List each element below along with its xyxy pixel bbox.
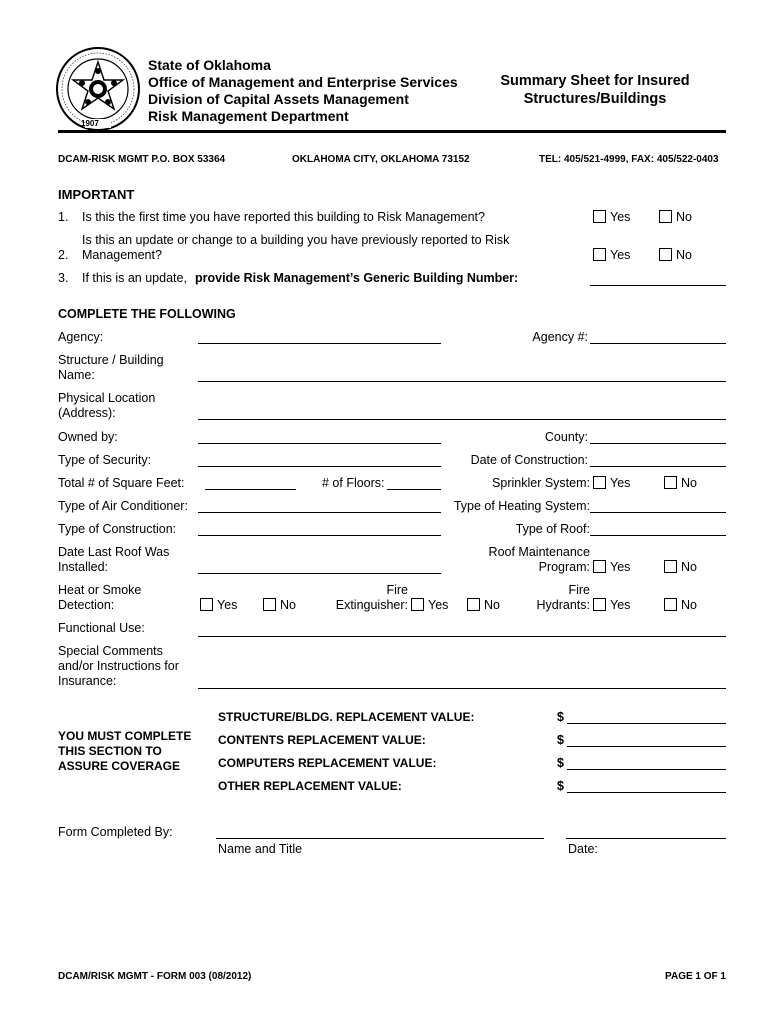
q2-number: 2. (58, 248, 69, 262)
other-value-label: OTHER REPLACEMENT VALUE: (218, 779, 402, 793)
floors-field[interactable] (387, 489, 441, 490)
name-title-field[interactable] (216, 838, 544, 839)
heat-detection-yes-checkbox[interactable] (200, 598, 213, 611)
other-value-field[interactable] (567, 792, 726, 793)
construction-label: Type of Construction: (58, 522, 177, 536)
q3-bold-text: provide Risk Management’s Generic Building Number: (195, 271, 519, 285)
q3-number: 3. (58, 271, 69, 285)
sprinkler-no-checkbox[interactable] (664, 476, 677, 489)
contact-box: DCAM-RISK MGMT P.O. BOX 53364 (58, 154, 226, 165)
heating-label: Type of Heating System: (453, 499, 590, 513)
floors-label: # of Floors: (322, 476, 385, 490)
fire-extinguisher-yes-label: Yes (428, 598, 449, 612)
generic-building-number-field[interactable] (590, 285, 726, 286)
contact-city: OKLAHOMA CITY, OKLAHOMA 73152 (292, 154, 470, 165)
q1-number: 1. (58, 210, 69, 224)
square-feet-label: Total # of Square Feet: (58, 476, 185, 490)
heat-detection-label-1: Heat or Smoke (58, 583, 142, 597)
special-comments-label-1: Special Comments (58, 644, 163, 658)
security-field[interactable] (198, 466, 441, 467)
security-label: Type of Security: (58, 453, 152, 467)
construction-field[interactable] (198, 535, 441, 536)
q2-text-line-2: Management? (82, 248, 162, 262)
roof-date-label-2: Installed: (58, 560, 109, 574)
special-comments-label-2: and/or Instructions for (58, 659, 179, 673)
roof-maintenance-no-checkbox[interactable] (664, 560, 677, 573)
org-line-1: State of Oklahoma (148, 57, 271, 73)
form-title-line-2: Structures/Buildings (523, 91, 667, 107)
q2-yes-checkbox[interactable] (593, 248, 606, 261)
fire-extinguisher-no-checkbox[interactable] (467, 598, 480, 611)
fire-extinguisher-no-label: No (484, 598, 500, 612)
form-title-line-1: Summary Sheet for Insured (500, 73, 690, 89)
date-construction-field[interactable] (590, 466, 726, 467)
heat-detection-no-checkbox[interactable] (263, 598, 276, 611)
must-complete-line-2: THIS SECTION TO (58, 744, 162, 758)
special-comments-label-3: Insurance: (58, 674, 117, 688)
sprinkler-yes-checkbox[interactable] (593, 476, 606, 489)
org-line-2: Office of Management and Enterprise Services (148, 74, 458, 90)
computers-value-label: COMPUTERS REPLACEMENT VALUE: (218, 756, 437, 770)
roof-date-field[interactable] (198, 573, 441, 574)
page-number: PAGE 1 OF 1 (665, 971, 726, 982)
physical-location-field[interactable] (198, 419, 726, 420)
fire-extinguisher-yes-checkbox[interactable] (411, 598, 424, 611)
date-construction-label: Date of Construction: (470, 453, 588, 467)
q1-no-checkbox[interactable] (659, 210, 672, 223)
structure-value-currency: $ (557, 710, 564, 724)
structure-value-label: STRUCTURE/BLDG. REPLACEMENT VALUE: (218, 710, 475, 724)
special-comments-field[interactable] (198, 688, 726, 689)
q1-text: Is this the first time you have reported this building to Risk Management? (82, 210, 485, 224)
computers-value-field[interactable] (567, 769, 726, 770)
other-value-currency: $ (557, 779, 564, 793)
contents-value-currency: $ (557, 733, 564, 747)
fire-hydrants-yes-label: Yes (610, 598, 631, 612)
q2-yes-label: Yes (610, 248, 631, 262)
fire-hydrants-no-checkbox[interactable] (664, 598, 677, 611)
q1-yes-label: Yes (610, 210, 631, 224)
roof-date-label-1: Date Last Roof Was (58, 545, 170, 559)
heat-detection-no-label: No (280, 598, 296, 612)
structure-label-1: Structure / Building (58, 353, 164, 367)
air-conditioner-field[interactable] (198, 512, 441, 513)
fire-hydrants-yes-checkbox[interactable] (593, 598, 606, 611)
sprinkler-no-label: No (681, 476, 697, 490)
agency-number-label: Agency #: (532, 330, 588, 344)
heat-detection-label-2: Detection: (58, 598, 115, 612)
computers-value-currency: $ (557, 756, 564, 770)
org-line-3: Division of Capital Assets Management (148, 91, 409, 107)
complete-heading: COMPLETE THE FOLLOWING (58, 307, 236, 321)
q2-no-checkbox[interactable] (659, 248, 672, 261)
roof-type-field[interactable] (590, 535, 726, 536)
square-feet-field[interactable] (205, 489, 296, 490)
fire-extinguisher-label-1: Fire (386, 583, 408, 597)
owned-by-label: Owned by: (58, 430, 118, 444)
fire-hydrants-label-1: Fire (568, 583, 590, 597)
org-line-4: Risk Management Department (148, 108, 349, 124)
roof-maintenance-yes-label: Yes (610, 560, 631, 574)
seal-year: 1907 (81, 119, 99, 128)
contact-phone: TEL: 405/521-4999, FAX: 405/522-0403 (539, 154, 719, 165)
date-caption: Date: (568, 842, 598, 856)
fire-hydrants-label-2: Hydrants: (536, 598, 590, 612)
must-complete-line-1: YOU MUST COMPLETE (58, 729, 192, 743)
header-divider (58, 130, 726, 133)
roof-maintenance-yes-checkbox[interactable] (593, 560, 606, 573)
q1-no-label: No (676, 210, 692, 224)
form-id: DCAM/RISK MGMT - FORM 003 (08/2012) (58, 971, 252, 982)
functional-use-label: Functional Use: (58, 621, 145, 635)
agency-label: Agency: (58, 330, 104, 344)
roof-maintenance-label-1: Roof Maintenance (488, 545, 590, 559)
fire-hydrants-no-label: No (681, 598, 697, 612)
roof-type-label: Type of Roof: (515, 522, 590, 536)
contents-value-field[interactable] (567, 746, 726, 747)
heat-detection-yes-label: Yes (217, 598, 238, 612)
sprinkler-yes-label: Yes (610, 476, 631, 490)
q1-yes-checkbox[interactable] (593, 210, 606, 223)
structure-value-field[interactable] (567, 723, 726, 724)
date-field[interactable] (566, 838, 726, 839)
agency-number-field[interactable] (590, 343, 726, 344)
contents-value-label: CONTENTS REPLACEMENT VALUE: (218, 733, 426, 747)
sprinkler-label: Sprinkler System: (492, 476, 590, 490)
fire-extinguisher-label-2: Extinguisher: (335, 598, 408, 612)
name-title-caption: Name and Title (218, 842, 303, 856)
roof-maintenance-no-label: No (681, 560, 697, 574)
q3-prefix: If this is an update, (82, 271, 187, 285)
owned-by-field[interactable] (198, 443, 441, 444)
physical-location-label-2: (Address): (58, 406, 116, 420)
structure-name-field[interactable] (198, 381, 726, 382)
functional-use-field[interactable] (198, 636, 726, 637)
completed-by-label: Form Completed By: (58, 825, 173, 839)
q2-text-line-1: Is this an update or change to a building you have previously reported to Risk (82, 233, 510, 247)
physical-location-label-1: Physical Location (58, 391, 156, 405)
must-complete-line-3: ASSURE COVERAGE (58, 759, 181, 773)
roof-maintenance-label-2: Program: (538, 560, 590, 574)
agency-field[interactable] (198, 343, 441, 344)
q2-no-label: No (676, 248, 692, 262)
air-conditioner-label: Type of Air Conditioner: (58, 499, 188, 513)
county-label: County: (544, 430, 588, 444)
heating-field[interactable] (590, 512, 726, 513)
important-heading: IMPORTANT (58, 187, 135, 202)
county-field[interactable] (590, 443, 726, 444)
structure-label-2: Name: (58, 368, 95, 382)
